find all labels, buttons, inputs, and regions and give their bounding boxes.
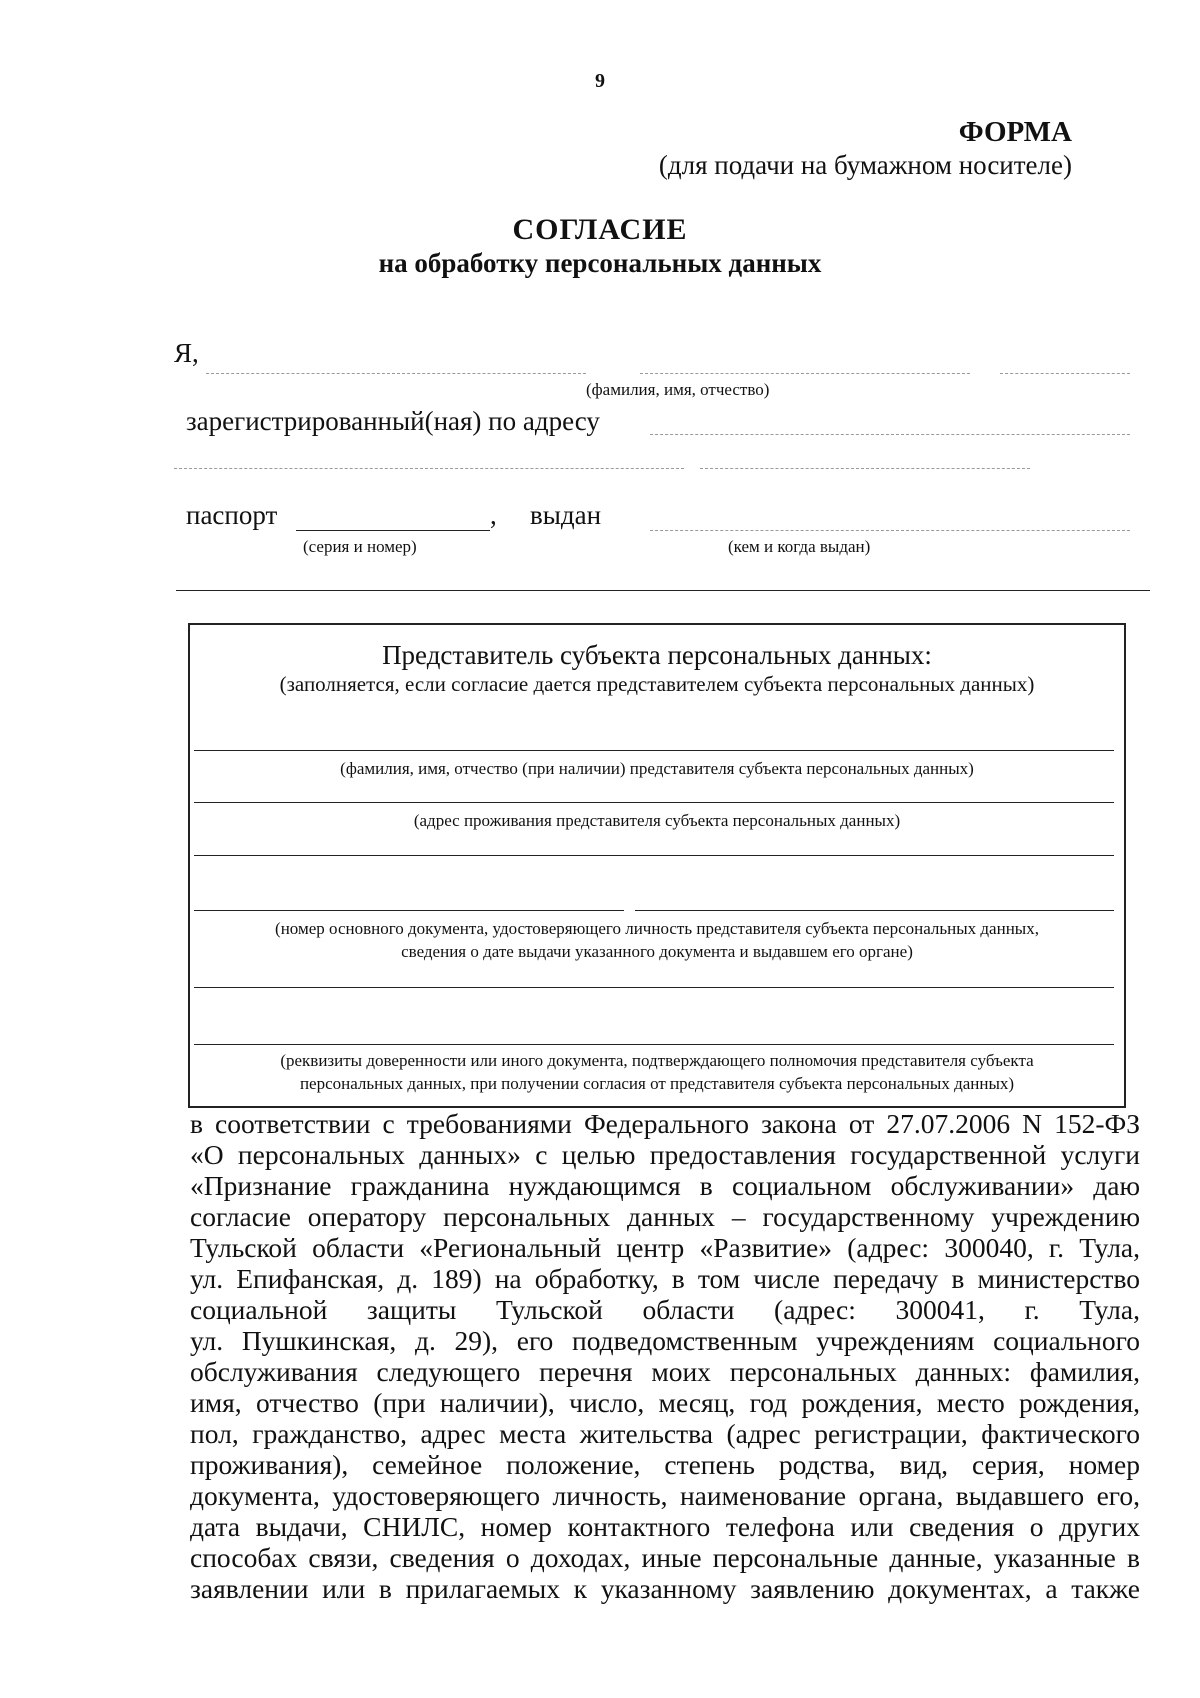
body-line: проживания), семейное положение, степень родства, вид, серия, номер [190,1449,1140,1480]
ya-prefix: Я, [174,338,199,368]
rep-doc-line-2a[interactable] [194,910,624,911]
rep-doc-caption-2: сведения о дате выдачи указанного документа и выдавшем его органе) [401,942,913,961]
passport-label: паспорт [186,500,278,530]
body-line: дата выдачи, СНИЛС, номер контактного телефона или сведения о других [190,1511,1140,1542]
fio-field-line[interactable] [206,373,586,374]
body-line: «О персональных данных» с целью предоставления государственной услуги [190,1139,1140,1170]
body-line: обслуживания следующего перечня моих персональных данных: фамилия, [190,1356,1140,1387]
rep-power-line-2[interactable] [194,1044,1114,1045]
issued-caption: (кем и когда выдан) [728,537,871,556]
passport-number-line[interactable] [296,530,490,531]
form-label: ФОРМА [958,116,1072,148]
representative-subtitle: (заполняется, если согласие дается представителем субъекта персональных данных) [279,672,1035,696]
page-number: 9 [595,70,605,92]
issued-label: выдан [530,500,602,530]
rep-power-caption-1: (реквизиты доверенности или иного документа, подтверждающего полномочия представителя субъекта [280,1051,1034,1070]
rep-fio-line[interactable] [194,750,1114,751]
body-line: ул. Пушкинская, д. 29), его подведомственным учреждениям социального [190,1325,1140,1356]
address-field-line-2[interactable] [174,468,684,469]
rep-address-line[interactable] [194,802,1114,803]
body-line: в соответствии с требованиями Федерального закона от 27.07.2006 N 152-ФЗ [190,1108,1140,1139]
passport-comma: , [490,500,497,530]
body-line: документа, удостоверяющего личность, наименование органа, выдавшего его, [190,1480,1140,1511]
body-line: имя, отчество (при наличии), число, месяц, год рождения, место рождения, [190,1387,1140,1418]
form-subtitle: (для подачи на бумажном носителе) [658,150,1072,180]
fio-field-line-3[interactable] [1000,373,1130,374]
address-field-line[interactable] [650,434,1130,435]
body-line: ул. Епифанская, д. 189) на обработку, в том числе передачу в министерство [190,1263,1140,1294]
body-line: «Признание гражданина нуждающимся в социальном обслуживании» даю [190,1170,1140,1201]
passport-full-line[interactable] [176,590,1150,591]
address-field-line-3[interactable] [700,468,1030,469]
document-subtitle: на обработку персональных данных [378,248,822,278]
rep-address-caption: (адрес проживания представителя субъекта персональных данных) [413,811,901,830]
rep-power-caption-2: персональных данных, при получении согласия от представителя субъекта персональных данных) [299,1074,1015,1093]
rep-doc-caption-1: (номер основного документа, удостоверяющего личность представителя субъекта персональных данных, [275,919,1039,938]
body-line: заявлении или в прилагаемых к указанному заявлению документах, а также [190,1573,1140,1604]
body-line: пол, гражданство, адрес места жительства (адрес регистрации, фактического [190,1418,1140,1449]
issued-field-line[interactable] [650,530,1130,531]
passport-caption: (серия и номер) [303,537,417,556]
address-label: зарегистрированный(ная) по адресу [186,406,600,436]
body-line: Тульской области «Региональный центр «Развитие» (адрес: 300040, г. Тула, [190,1232,1140,1263]
rep-power-line[interactable] [194,987,1114,988]
body-line: согласие оператору персональных данных – государственному учреждению [190,1201,1140,1232]
fio-field-line-2[interactable] [640,373,970,374]
body-line: социальной защиты Тульской области (адрес: 300041, г. Тула, [190,1294,1140,1325]
rep-fio-caption: (фамилия, имя, отчество (при наличии) представителя субъекта персональных данных) [340,759,974,778]
document-title: СОГЛАСИЕ [512,213,688,246]
fio-caption: (фамилия, имя, отчество) [586,380,770,399]
consent-body-text [190,1108,1140,1604]
body-line: способах связи, сведения о доходах, иные персональные данные, указанные в [190,1542,1140,1573]
rep-doc-line-2b[interactable] [635,910,1114,911]
rep-doc-line[interactable] [194,855,1114,856]
representative-title: Представитель субъекта персональных данных: [382,640,932,670]
